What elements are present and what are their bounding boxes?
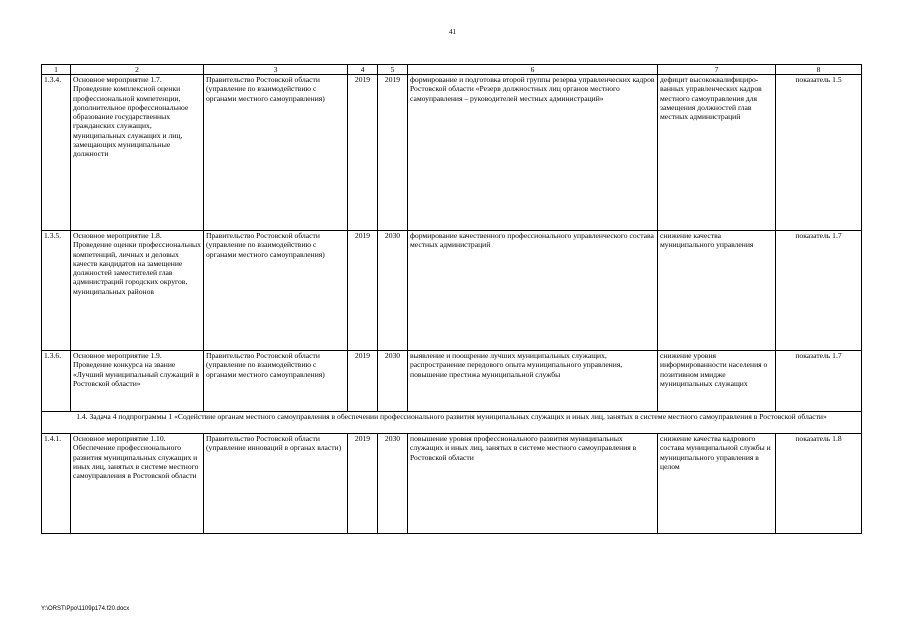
start-year: 2019 (348, 231, 378, 351)
file-path-footer: Y:\ORST\Ppo\1109p174.f20.docx (41, 606, 130, 612)
task-row (42, 412, 862, 434)
column-number: 7 (658, 65, 776, 75)
column-number: 5 (378, 65, 408, 75)
executor: Правительство Ростовской области (управление по взаимодействию с органами местного самоуправления) (204, 231, 348, 351)
table-row (42, 231, 862, 351)
page-number: 41 (449, 28, 456, 36)
column-number: 6 (408, 65, 658, 75)
column-number: 1 (42, 65, 71, 75)
column-number: 4 (348, 65, 378, 75)
indicator: показатель 1.7 (776, 231, 862, 351)
task-heading: 1.4. Задача 4 подпрограммы 1 «Содействие органам местного самоуправления в обеспечении профессионального развития муниципальных служащих и иных лиц, занятых в системе местного самоуправления в Ростовской области» (42, 412, 862, 434)
indicator: показатель 1.8 (776, 434, 862, 534)
end-year: 2030 (378, 231, 408, 351)
executor: Правительство Ростовской области (управление по взаимодействию с органами местного самоуправления) (204, 75, 348, 231)
column-number: 2 (71, 65, 204, 75)
end-year: 2030 (378, 351, 408, 412)
start-year: 2019 (348, 351, 378, 412)
executor: Правительство Ростовской области (управление по взаимодействию с органами местного самоуправления) (204, 351, 348, 412)
end-year: 2019 (378, 75, 408, 231)
consequence: снижение уровня информированности населения о позитивном имидже муниципальных служащих (658, 351, 776, 412)
executor: Правительство Ростовской области (управление инноваций в органах власти) (204, 434, 348, 534)
table-row (42, 351, 862, 412)
start-year: 2019 (348, 75, 378, 231)
start-year: 2019 (348, 434, 378, 534)
row-number: 1.3.4. (42, 75, 71, 231)
row-number: 1.4.1. (42, 434, 71, 534)
column-number: 3 (204, 65, 348, 75)
expected-result: формирование качественного профессионального управленческого состава местных администраций (408, 231, 658, 351)
measure-title: Основное мероприятие 1.7. Проведение комплексной оценки профессиональной компетенции, дополнительное профессиональное образование государственных гражданских служащих, муниципальных служащих и лиц, замещающих муниципальные должности (71, 75, 204, 231)
program-measures-table (41, 64, 862, 534)
consequence: снижение качества кадрового состава муниципальной службы и муниципального управления в целом (658, 434, 776, 534)
indicator: показатель 1.7 (776, 351, 862, 412)
consequence: снижение качества муниципального управления (658, 231, 776, 351)
expected-result: выявление и поощрение лучших муниципальных служащих, распространение передового опыта муниципального управления, повышение престижа муниципальной службы (408, 351, 658, 412)
measure-title: Основное мероприятие 1.9. Проведение конкурса на звание «Лучший муниципальный служащий в Ростовской области» (71, 351, 204, 412)
measure-title: Основное мероприятие 1.8. Проведение оценки профессиональных компетенций, личных и деловых качеств кандидатов на замещение должностей заместителей глав администраций городских округов, муниципальных районов (71, 231, 204, 351)
end-year: 2030 (378, 434, 408, 534)
column-number: 8 (776, 65, 862, 75)
table-row (42, 434, 862, 534)
measure-title: Основное мероприятие 1.10. Обеспечение профессионального развития муниципальных служащих и иных лиц, занятых в системе местного самоуправления в Ростовской области (71, 434, 204, 534)
consequence: дефицит высококвалифициро-ванных управленческих кадров местного самоуправления для замещения должностей глав местных администраций (658, 75, 776, 231)
indicator: показатель 1.5 (776, 75, 862, 231)
row-number: 1.3.6. (42, 351, 71, 412)
expected-result: повышение уровня профессионального развития муниципальных служащих и иных лиц, занятых в системе местного самоуправления в Ростовской области (408, 434, 658, 534)
table-row (42, 75, 862, 231)
expected-result: формирование и подготовка второй группы резерва управленческих кадров Ростовской области «Резерв должностных лиц органов местного самоуправления – руководителей местных администраций» (408, 75, 658, 231)
column-number-row (42, 65, 862, 75)
row-number: 1.3.5. (42, 231, 71, 351)
